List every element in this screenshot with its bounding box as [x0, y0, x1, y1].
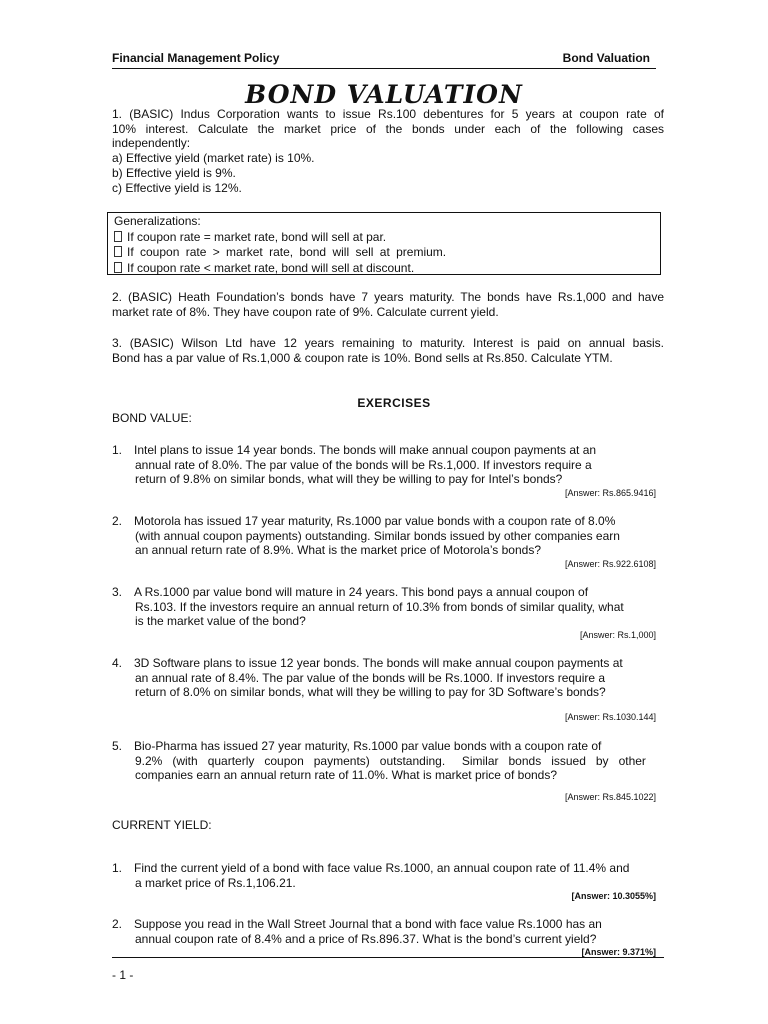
q2-line-1: 2. (BASIC) Heath Foundation’s bonds have 7 years maturity. The bonds have Rs.1,000 and have: [112, 290, 664, 304]
question-1: [112, 107, 664, 195]
exercises-heading: EXERCISES: [357, 396, 431, 410]
generalization-item: If coupon rate < market rate, bond will sell at discount.: [114, 261, 660, 277]
exercise-bond-value-5: 5. Bio-Pharma has issued 27 year maturity, Rs.1000 par value bonds with a coupon rate of 9.2% (with quarterly coupon payments) outstanding. Similar bonds issued by other companies earn an annual return rate of 11.0%. What is market price of bonds?: [112, 739, 646, 782]
bullet-box-icon: [114, 262, 122, 273]
q3-line-2: Bond has a par value of Rs.1,000 & coupon rate is 10%. Bond sells at Rs.850. Calculate YTM.: [112, 350, 613, 365]
answer-bond-value-2: [Answer: Rs.922.6108]: [564, 559, 656, 569]
q1-case-b: b) Effective yield is 9%.: [112, 165, 236, 180]
answer-bond-value-1: [Answer: Rs.865.9416]: [564, 488, 656, 498]
answer-bond-value-3: [Answer: Rs.1,000]: [579, 630, 656, 640]
bond-value-heading: BOND VALUE:: [112, 411, 192, 425]
generalization-item: If coupon rate > market rate, bond will sell at premium.: [114, 245, 660, 261]
q1-case-c: c) Effective yield is 12%.: [112, 180, 242, 195]
question-2: [112, 290, 664, 319]
generalizations-title: Generalizations:: [114, 214, 201, 228]
exercise-current-yield-2: 2. Suppose you read in the Wall Street Journal that a bond with face value Rs.1000 has an annual coupon rate of 8.4% and a price of Rs.896.37. What is the bond’s current yield?: [112, 917, 602, 946]
q2-line-2: market rate of 8%. They have coupon rate of 9%. Calculate current yield.: [112, 304, 499, 319]
q1-line-2: 10% interest. Calculate the market price of the bonds under each of the following cases: [112, 121, 664, 136]
generalizations-box: [107, 212, 661, 275]
exercise-bond-value-2: 2. Motorola has issued 17 year maturity, Rs.1000 par value bonds with a coupon rate of 8.0% (with annual coupon payments) outstanding. Similar bonds issued by other companies earn an annual return rate of 8.9%. What is the market price of Motorola’s bonds?: [112, 514, 620, 557]
generalization-item: If coupon rate = market rate, bond will sell at par.: [114, 230, 660, 246]
question-3: [112, 336, 664, 365]
q1-line-1: 1. (BASIC) Indus Corporation wants to issue Rs.100 debentures for 5 years at coupon rate of: [112, 107, 664, 121]
exercise-bond-value-4: 4. 3D Software plans to issue 12 year bonds. The bonds will make annual coupon payments at an annual rate of 8.4%. The par value of the bonds will be Rs.1000. If investors require a return of 8.0% on similar bonds, what will they be willing to pay for 3D Software’s bonds?: [112, 656, 623, 699]
q1-case-a: a) Effective yield (market rate) is 10%.: [112, 151, 315, 166]
footer-rule: [112, 957, 664, 958]
answer-current-yield-1: [Answer: 10.3055%]: [571, 891, 656, 901]
bullet-box-icon: [114, 246, 122, 257]
page-header: [112, 50, 656, 69]
document-title: BOND VALUATION: [245, 80, 523, 109]
header-right: Bond Valuation: [562, 51, 650, 65]
answer-current-yield-2: [Answer: 9.371%]: [581, 947, 656, 957]
q3-line-1: 3. (BASIC) Wilson Ltd have 12 years remaining to maturity. Interest is paid on annual basis.: [112, 336, 664, 350]
answer-bond-value-5: [Answer: Rs.845.1022]: [564, 792, 656, 802]
exercise-bond-value-1: 1. Intel plans to issue 14 year bonds. The bonds will make annual coupon payments at an annual rate of 8.0%. The par value of the bonds will be Rs.1,000. If investors require a return of 9.8% on similar bonds, what will they be willing to pay for Intel’s bonds?: [112, 443, 597, 486]
page-number: - 1 -: [112, 968, 134, 982]
q1-line-3: independently:: [112, 136, 191, 151]
bullet-box-icon: [114, 231, 122, 242]
exercise-bond-value-3: 3. A Rs.1000 par value bond will mature in 24 years. This bond pays a annual coupon of Rs.103. If the investors require an annual return of 10.3% from bonds of similar quality, what is the market value of the bond?: [112, 585, 624, 628]
answer-bond-value-4: [Answer: Rs.1030.144]: [564, 712, 656, 722]
exercise-current-yield-1: 1. Find the current yield of a bond with face value Rs.1000, an annual coupon rate of 11.4% and a market price of Rs.1,106.21.: [112, 861, 630, 890]
header-left: Financial Management Policy: [112, 51, 280, 65]
current-yield-heading: CURRENT YIELD:: [112, 818, 212, 832]
